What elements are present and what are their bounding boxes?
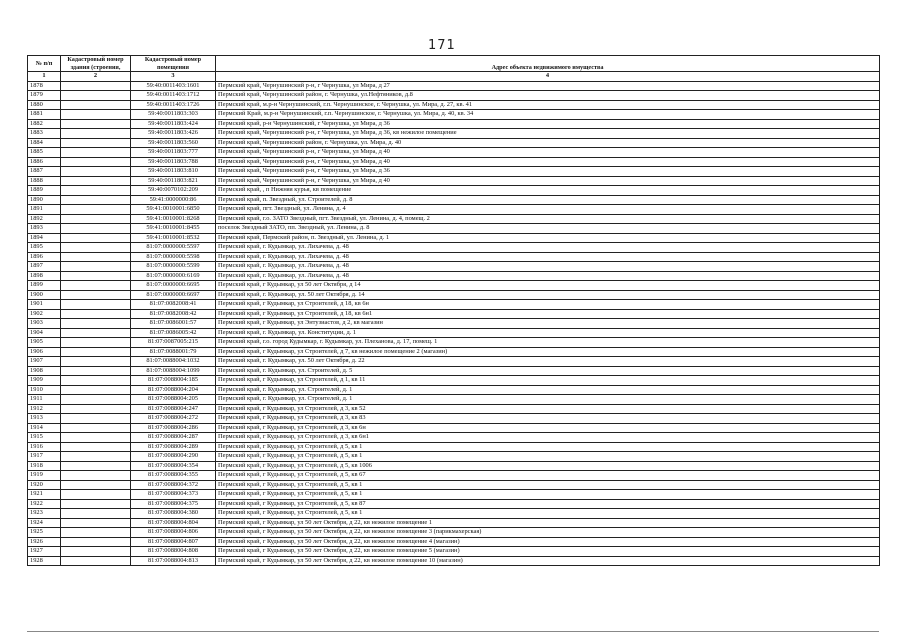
table-row [28, 404, 880, 414]
building-cadastral-number [61, 81, 131, 91]
property-address: Пермский край, Чернушинский р-н, г Чернушка, ул Мира, д 27 [216, 81, 880, 91]
row-number: 1890 [28, 195, 61, 205]
row-number: 1891 [28, 205, 61, 215]
building-cadastral-number [61, 214, 131, 224]
row-number: 1883 [28, 129, 61, 139]
property-address: Пермский край, Чернушинский р-н, г Чернушка, ул Мира, д 36 [216, 167, 880, 177]
table-row [28, 338, 880, 348]
building-cadastral-number [61, 376, 131, 386]
table-row [28, 461, 880, 471]
table-row [28, 471, 880, 481]
property-address: Пермский край, , п Нижняя курья, кв помещение [216, 186, 880, 196]
room-cadastral-number: 81:07:0088004:272 [131, 414, 216, 424]
building-cadastral-number [61, 395, 131, 405]
building-cadastral-number [61, 556, 131, 566]
building-cadastral-number [61, 110, 131, 120]
building-cadastral-number [61, 300, 131, 310]
row-number: 1904 [28, 328, 61, 338]
room-cadastral-number: 81:07:0088001:79 [131, 347, 216, 357]
property-address: Пермский край, Чернушинский р-н, г Чернушка, ул Мира, д 36, кв нежилое помещение [216, 129, 880, 139]
table-row [28, 205, 880, 215]
row-number: 1893 [28, 224, 61, 234]
table-row [28, 129, 880, 139]
property-address: Пермский край, г Кудымкар, ул 50 лет Октября, д 14 [216, 281, 880, 291]
row-number: 1925 [28, 528, 61, 538]
row-number: 1887 [28, 167, 61, 177]
row-number: 1889 [28, 186, 61, 196]
property-address: Пермский край, г Кудымкар, ул Строителей, д 5, кв 87 [216, 499, 880, 509]
row-number: 1878 [28, 81, 61, 91]
header-row [28, 56, 880, 72]
table-row [28, 100, 880, 110]
room-cadastral-number: 81:07:0088004:205 [131, 395, 216, 405]
property-address: Пермский край, г Кудымкар, ул Строителей, д 3, кв 52 [216, 404, 880, 414]
property-address: Пермский край, Чернушинский р-н, г Чернушка, ул Мира, д 40 [216, 148, 880, 158]
table-row [28, 195, 880, 205]
building-cadastral-number [61, 404, 131, 414]
building-cadastral-number [61, 138, 131, 148]
table-row [28, 138, 880, 148]
property-address: Пермский край, г Кудымкар, ул Строителей, д 5, кв 1 [216, 490, 880, 500]
property-address: Пермский край, г. Кудымкар, ул. Строителей, д. 1 [216, 385, 880, 395]
building-cadastral-number [61, 509, 131, 519]
property-address: Пермский край, г. Кудымкар, ул. Строителей, д. 5 [216, 366, 880, 376]
table-row [28, 328, 880, 338]
property-address: Пермский край, Чернушинский р-н, г Чернушка, ул Мира, д 40 [216, 176, 880, 186]
building-cadastral-number [61, 129, 131, 139]
table-row [28, 176, 880, 186]
property-address: Пермский Край, м.р-н Чернушинский, г.п. Чернушинское, г. Чернушка, ул. Мира, д. 40, кв. 34 [216, 110, 880, 120]
building-cadastral-number [61, 243, 131, 253]
table-row [28, 271, 880, 281]
table-row [28, 281, 880, 291]
room-cadastral-number: 81:07:0088004:354 [131, 461, 216, 471]
building-cadastral-number [61, 499, 131, 509]
building-cadastral-number [61, 271, 131, 281]
building-cadastral-number [61, 347, 131, 357]
table-row [28, 300, 880, 310]
room-cadastral-number: 81:07:0088004:247 [131, 404, 216, 414]
building-cadastral-number [61, 148, 131, 158]
table-row [28, 290, 880, 300]
row-number: 1912 [28, 404, 61, 414]
room-cadastral-number: 81:07:0087005:215 [131, 338, 216, 348]
property-address: Пермский край, г Кудымкар, ул 50 лет Октября, д 22, кв нежилое помещение 4 (магазин) [216, 537, 880, 547]
property-address: Пермский край, г Кудымкар, ул Строителей, д 3, кв 6н1 [216, 433, 880, 443]
room-cadastral-number: 59:41:0000000:86 [131, 195, 216, 205]
table-row [28, 157, 880, 167]
room-cadastral-number: 59:40:0070102:209 [131, 186, 216, 196]
row-number: 1928 [28, 556, 61, 566]
property-address: Пермский край, г. Кудымкар, ул. Лихачева, д. 48 [216, 262, 880, 272]
room-cadastral-number: 81:07:0088004:1099 [131, 366, 216, 376]
property-address: поселок Звездный ЗАТО, пп. Звездный, ул. Ленина, д. 8 [216, 224, 880, 234]
row-number: 1903 [28, 319, 61, 329]
column-number: 2 [61, 72, 131, 82]
room-cadastral-number: 81:07:0088004:286 [131, 423, 216, 433]
property-address: Пермский край, г.о. город Кудымкар, г. Кудымкар, ул. Плеханова, д. 17, помещ. 1 [216, 338, 880, 348]
building-cadastral-number [61, 452, 131, 462]
room-cadastral-number: 81:07:0082008:42 [131, 309, 216, 319]
building-cadastral-number [61, 423, 131, 433]
property-address: Пермский край, г Кудымкар, ул Строителей, д 5, кв 1 [216, 480, 880, 490]
table-row [28, 357, 880, 367]
room-cadastral-number: 59:40:0011803:821 [131, 176, 216, 186]
property-address: Пермский край, Чернушинский район, г. Чернушка, ул. Мира, д. 40 [216, 138, 880, 148]
room-cadastral-number: 81:07:0088004:1032 [131, 357, 216, 367]
room-cadastral-number: 59:40:0011803:777 [131, 148, 216, 158]
building-cadastral-number [61, 547, 131, 557]
property-address: Пермский край, г Кудымкар, ул Строителей, д 5, кв 1 [216, 442, 880, 452]
building-cadastral-number [61, 480, 131, 490]
building-cadastral-number [61, 385, 131, 395]
property-address: Пермский край, г Кудымкар, ул Строителей, д 5, кв 1 [216, 509, 880, 519]
table-row [28, 528, 880, 538]
row-number: 1888 [28, 176, 61, 186]
room-cadastral-number: 81:07:0086005:42 [131, 328, 216, 338]
row-number: 1926 [28, 537, 61, 547]
property-address: Пермский край, г Кудымкар, ул Строителей, д 5, кв 67 [216, 471, 880, 481]
table-row [28, 509, 880, 519]
building-cadastral-number [61, 442, 131, 452]
property-registry-table [27, 55, 880, 566]
building-cadastral-number [61, 461, 131, 471]
property-address: Пермский край, г Кудымкар, ул Строителей, д 5, кв 1006 [216, 461, 880, 471]
header-building-cadastral: Кадастровый номер здания (строения, [61, 56, 131, 72]
table-row [28, 167, 880, 177]
building-cadastral-number [61, 186, 131, 196]
property-address: Пермский край, г Кудымкар, ул Строителей, д 7, кв нежилое помещение 2 (магазин) [216, 347, 880, 357]
room-cadastral-number: 81:07:0088004:375 [131, 499, 216, 509]
room-cadastral-number: 81:07:0082008:41 [131, 300, 216, 310]
table-row [28, 148, 880, 158]
property-address: Пермский край, г Кудымкар, ул 50 лет Октября, д 22, кв нежилое помещение 1 [216, 518, 880, 528]
building-cadastral-number [61, 176, 131, 186]
table-row [28, 347, 880, 357]
room-cadastral-number: 59:40:0011803:810 [131, 167, 216, 177]
building-cadastral-number [61, 205, 131, 215]
table-row [28, 366, 880, 376]
table-row [28, 243, 880, 253]
row-number: 1886 [28, 157, 61, 167]
property-address: Пермский край, Чернушинский район, г. Чернушка, ул.Нефтяников, д.8 [216, 91, 880, 101]
header-room-cadastral: Кадастровый номер помещения [131, 56, 216, 72]
property-address: Пермский край, г.о. ЗАТО Звездный, пгт. Звездный, ул. Ленина, д. 4, помещ. 2 [216, 214, 880, 224]
room-cadastral-number: 81:07:0088004:355 [131, 471, 216, 481]
property-address: Пермский край, г Кудымкар, ул 50 лет Октября, д 22, кв нежилое помещение 5 (магазин) [216, 547, 880, 557]
building-cadastral-number [61, 309, 131, 319]
row-number: 1894 [28, 233, 61, 243]
column-number: 4 [216, 72, 880, 82]
building-cadastral-number [61, 100, 131, 110]
room-cadastral-number: 59:40:0011803:560 [131, 138, 216, 148]
building-cadastral-number [61, 195, 131, 205]
table-row [28, 262, 880, 272]
row-number: 1898 [28, 271, 61, 281]
row-number: 1896 [28, 252, 61, 262]
row-number: 1885 [28, 148, 61, 158]
property-address: Пермский край, г. Кудымкар, ул. 50 лет Октября, д. 22 [216, 357, 880, 367]
table-row [28, 442, 880, 452]
room-cadastral-number: 59:40:0011803:424 [131, 119, 216, 129]
row-number: 1908 [28, 366, 61, 376]
room-cadastral-number: 81:07:0086001:57 [131, 319, 216, 329]
table-row [28, 499, 880, 509]
row-number: 1899 [28, 281, 61, 291]
table-row [28, 119, 880, 129]
property-address: Пермский край, г Кудымкар, ул 50 лет Октября, д 22, кв нежилое помещение 3 (парикмахерская) [216, 528, 880, 538]
table-row [28, 518, 880, 528]
column-number-row [28, 72, 880, 82]
column-number: 1 [28, 72, 61, 82]
table-row [28, 423, 880, 433]
room-cadastral-number: 59:40:0011803:788 [131, 157, 216, 167]
table-row [28, 224, 880, 234]
building-cadastral-number [61, 366, 131, 376]
header-address: Адрес объекта недвижимого имущества [216, 56, 880, 72]
row-number: 1905 [28, 338, 61, 348]
room-cadastral-number: 81:07:0088004:807 [131, 537, 216, 547]
row-number: 1921 [28, 490, 61, 500]
table-body [28, 81, 880, 566]
room-cadastral-number: 59:40:0011403:1712 [131, 91, 216, 101]
row-number: 1909 [28, 376, 61, 386]
room-cadastral-number: 81:07:0088004:806 [131, 528, 216, 538]
room-cadastral-number: 81:07:0088004:372 [131, 480, 216, 490]
row-number: 1884 [28, 138, 61, 148]
row-number: 1914 [28, 423, 61, 433]
table-row [28, 252, 880, 262]
row-number: 1902 [28, 309, 61, 319]
row-number: 1881 [28, 110, 61, 120]
building-cadastral-number [61, 518, 131, 528]
row-number: 1892 [28, 214, 61, 224]
building-cadastral-number [61, 414, 131, 424]
building-cadastral-number [61, 328, 131, 338]
building-cadastral-number [61, 338, 131, 348]
row-number: 1917 [28, 452, 61, 462]
building-cadastral-number [61, 281, 131, 291]
building-cadastral-number [61, 471, 131, 481]
table-row [28, 490, 880, 500]
row-number: 1922 [28, 499, 61, 509]
building-cadastral-number [61, 157, 131, 167]
room-cadastral-number: 81:07:0088004:373 [131, 490, 216, 500]
property-address: Пермский край, п. Звездный, ул. Строителей, д. 8 [216, 195, 880, 205]
row-number: 1906 [28, 347, 61, 357]
table-row [28, 81, 880, 91]
table-row [28, 385, 880, 395]
row-number: 1918 [28, 461, 61, 471]
room-cadastral-number: 81:07:0088004:813 [131, 556, 216, 566]
room-cadastral-number: 81:07:0088004:380 [131, 509, 216, 519]
table-row [28, 233, 880, 243]
building-cadastral-number [61, 224, 131, 234]
property-address: Пермский край, г Кудымкар, ул Строителей, д 1, кв 11 [216, 376, 880, 386]
table-row [28, 186, 880, 196]
building-cadastral-number [61, 537, 131, 547]
table-row [28, 214, 880, 224]
bottom-rule [27, 631, 879, 632]
building-cadastral-number [61, 319, 131, 329]
property-address: Пермский край, г Кудымкар, ул Строителей, д 3, кв 83 [216, 414, 880, 424]
building-cadastral-number [61, 433, 131, 443]
table-row [28, 110, 880, 120]
property-address: Пермский край, р-н Чернушинский, г Чернушка, ул Мира, д 36 [216, 119, 880, 129]
property-address: Пермский край, пгт. Звездный, ул. Ленина, д. 4 [216, 205, 880, 215]
room-cadastral-number: 81:07:0088004:287 [131, 433, 216, 443]
page-number: 171 [428, 38, 456, 53]
property-address: Пермский край, г. Кудымкар, ул. Лихачева, д. 48 [216, 271, 880, 281]
table-row [28, 556, 880, 566]
row-number: 1900 [28, 290, 61, 300]
table-row [28, 376, 880, 386]
building-cadastral-number [61, 262, 131, 272]
row-number: 1924 [28, 518, 61, 528]
room-cadastral-number: 81:07:0000000:6695 [131, 281, 216, 291]
building-cadastral-number [61, 91, 131, 101]
table-row [28, 480, 880, 490]
row-number: 1920 [28, 480, 61, 490]
property-address: Пермский край, м.р-н Чернушинский, г.п. Чернушинское, г. Чернушка, ул. Мира, д. 27, кв. 41 [216, 100, 880, 110]
property-address: Пермский край, г. Кудымкар, ул. Конституции, д. 1 [216, 328, 880, 338]
room-cadastral-number: 81:07:0000000:5599 [131, 262, 216, 272]
room-cadastral-number: 81:07:0000000:6697 [131, 290, 216, 300]
row-number: 1913 [28, 414, 61, 424]
table-row [28, 433, 880, 443]
property-address: Пермский край, г Кудымкар, ул Строителей, д 18, кв 6н [216, 300, 880, 310]
property-address: Пермский край, г. Кудымкар, ул. 50 лет Октября, д. 14 [216, 290, 880, 300]
building-cadastral-number [61, 252, 131, 262]
row-number: 1907 [28, 357, 61, 367]
room-cadastral-number: 81:07:0088004:204 [131, 385, 216, 395]
table-row [28, 452, 880, 462]
room-cadastral-number: 59:41:0010001:8455 [131, 224, 216, 234]
building-cadastral-number [61, 490, 131, 500]
room-cadastral-number: 81:07:0088004:185 [131, 376, 216, 386]
row-number: 1927 [28, 547, 61, 557]
row-number: 1919 [28, 471, 61, 481]
row-number: 1910 [28, 385, 61, 395]
building-cadastral-number [61, 119, 131, 129]
room-cadastral-number: 59:41:0010001:6850 [131, 205, 216, 215]
row-number: 1879 [28, 91, 61, 101]
property-address: Пермский край, Чернушинский р-н, г Чернушка, ул Мира, д 40 [216, 157, 880, 167]
table-row [28, 319, 880, 329]
room-cadastral-number: 81:07:0088004:290 [131, 452, 216, 462]
room-cadastral-number: 81:07:0088004:804 [131, 518, 216, 528]
row-number: 1915 [28, 433, 61, 443]
row-number: 1911 [28, 395, 61, 405]
building-cadastral-number [61, 357, 131, 367]
property-address: Пермский край, Пермский район, п. Звездный, ул. Ленина, д. 1 [216, 233, 880, 243]
property-address: Пермский край, г Кудымкар, ул Строителей, д 3, кв 6н [216, 423, 880, 433]
room-cadastral-number: 59:40:0011803:426 [131, 129, 216, 139]
room-cadastral-number: 59:41:0010001:8268 [131, 214, 216, 224]
table-row [28, 414, 880, 424]
room-cadastral-number: 59:40:0011803:303 [131, 110, 216, 120]
property-address: Пермский край, г Кудымкар, ул Строителей, д 18, кв 6н1 [216, 309, 880, 319]
row-number: 1916 [28, 442, 61, 452]
row-number: 1923 [28, 509, 61, 519]
column-number: 3 [131, 72, 216, 82]
table-row [28, 537, 880, 547]
table-row [28, 91, 880, 101]
property-address: Пермский край, г Кудымкар, ул Энтузиастов, д 2, кв магазин [216, 319, 880, 329]
room-cadastral-number: 81:07:0000000:5598 [131, 252, 216, 262]
header-num: № п/п [28, 56, 61, 72]
property-address: Пермский край, г. Кудымкар, ул. Лихачева, д. 48 [216, 243, 880, 253]
property-address: Пермский край, г. Кудымкар, ул. Строителей, д. 1 [216, 395, 880, 405]
room-cadastral-number: 81:07:0000000:5597 [131, 243, 216, 253]
table-row [28, 547, 880, 557]
building-cadastral-number [61, 290, 131, 300]
property-address: Пермский край, г Кудымкар, ул Строителей, д 5, кв 1 [216, 452, 880, 462]
table-row [28, 395, 880, 405]
building-cadastral-number [61, 233, 131, 243]
room-cadastral-number: 81:07:0088004:289 [131, 442, 216, 452]
table-row [28, 309, 880, 319]
building-cadastral-number [61, 528, 131, 538]
room-cadastral-number: 59:40:0011403:1726 [131, 100, 216, 110]
building-cadastral-number [61, 167, 131, 177]
room-cadastral-number: 81:07:0000000:6169 [131, 271, 216, 281]
property-address: Пермский край, г Кудымкар, ул 50 лет Октября, д 22, кв нежилое помещение 10 (магазин) [216, 556, 880, 566]
room-cadastral-number: 59:41:0010001:8532 [131, 233, 216, 243]
room-cadastral-number: 81:07:0088004:808 [131, 547, 216, 557]
row-number: 1880 [28, 100, 61, 110]
row-number: 1901 [28, 300, 61, 310]
row-number: 1897 [28, 262, 61, 272]
row-number: 1882 [28, 119, 61, 129]
row-number: 1895 [28, 243, 61, 253]
room-cadastral-number: 59:40:0011403:1601 [131, 81, 216, 91]
property-address: Пермский край, г. Кудымкар, ул. Лихачева, д. 48 [216, 252, 880, 262]
